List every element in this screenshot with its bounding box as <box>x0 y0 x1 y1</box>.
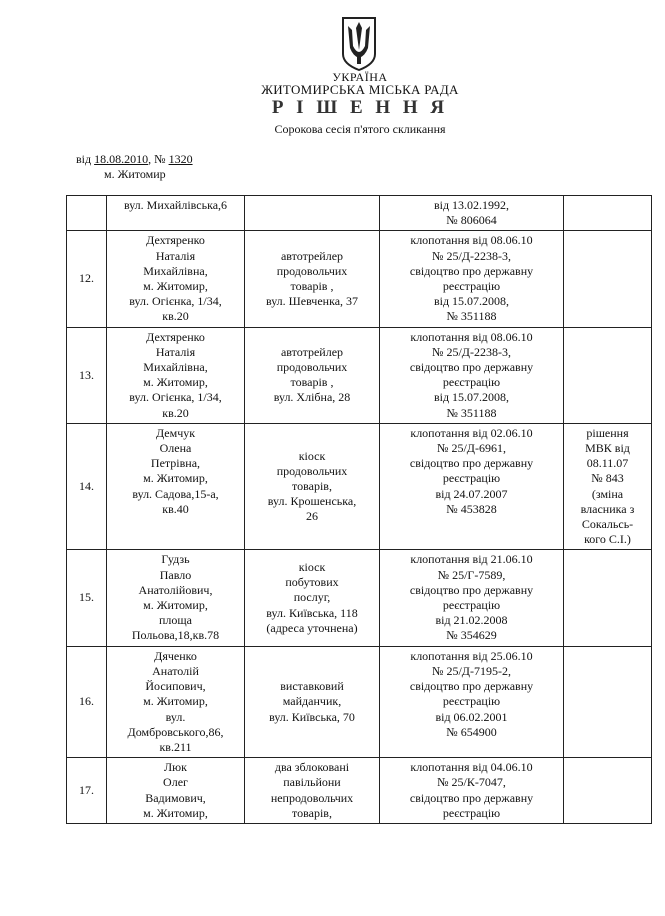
basis-line: реєстрацію <box>442 471 501 486</box>
holder-line: Люк <box>164 760 187 775</box>
object-line: 26 <box>306 509 318 524</box>
date-prefix: від <box>76 152 92 166</box>
note-cell <box>564 550 652 646</box>
holder-line: Гудзь <box>161 552 190 567</box>
holder-line: Дехтяренко <box>146 233 205 248</box>
note-cell <box>564 196 652 231</box>
basis-line: від 15.07.2008, <box>433 294 510 309</box>
basis-line: № 25/Д-6961, <box>437 441 506 456</box>
object-line: вул. Київська, 118 <box>266 605 358 620</box>
basis-line: клопотання від 21.06.10 <box>410 552 533 567</box>
note-cell <box>564 423 652 550</box>
holder-line: Наталія <box>155 248 196 263</box>
decision-title: Р І Ш Е Н Н Я <box>271 97 449 118</box>
object-line: побутових <box>285 575 339 590</box>
holder-line: Вадимович, <box>145 790 206 805</box>
object-line: послуг, <box>293 590 331 605</box>
object-cell <box>245 327 380 423</box>
note-line: № 843 <box>591 471 624 486</box>
note-line: кого С.І.) <box>584 532 631 547</box>
object-line: товарів , <box>290 375 334 390</box>
holder-line: Олег <box>163 775 188 790</box>
object-line: товарів , <box>290 279 334 294</box>
row-number: 17. <box>67 758 107 824</box>
object-line: вул. Хлібна, 28 <box>273 390 351 405</box>
city-name: м. Житомир <box>104 167 166 181</box>
holder-line: Дехтяренко <box>146 329 205 344</box>
country-title: УКРАЇНА <box>332 70 388 84</box>
holder-line: Наталія <box>155 344 196 359</box>
holder-line: кв.20 <box>162 309 189 324</box>
holder-line: вул. <box>165 709 186 724</box>
basis-line: № 351188 <box>446 309 497 324</box>
basis-line: від 06.02.2001 <box>435 709 508 724</box>
basis-line: свідоцтво про державну <box>409 790 534 805</box>
note-cell <box>564 327 652 423</box>
basis-line: від 21.02.2008 <box>435 613 508 628</box>
basis-line: № 25/Д-7195-2, <box>432 663 511 678</box>
table-row <box>67 550 652 646</box>
basis-line: № 25/Д-2238-3, <box>432 248 511 263</box>
object-line: (адреса уточнена) <box>266 620 358 635</box>
object-line: продовольчих <box>276 360 348 375</box>
basis-cell <box>380 231 564 327</box>
object-line: кіоск <box>298 560 326 575</box>
basis-line: № 654900 <box>446 724 497 739</box>
holder-line: Павло <box>159 567 192 582</box>
table-row <box>67 231 652 327</box>
holder-line: вул. Михайлівська,6 <box>123 198 228 212</box>
basis-line: № 25/К-7047, <box>437 775 506 790</box>
holder-line: Михайлівна, <box>143 263 208 278</box>
note-line: МВК від <box>585 441 630 456</box>
basis-cell <box>380 196 564 231</box>
holder-line: Михайлівна, <box>143 360 208 375</box>
holder-line: Анатолій <box>152 663 199 678</box>
objects-table-body <box>67 196 652 824</box>
holder-cell <box>107 231 245 327</box>
object-line: вул. Київська, 70 <box>269 709 355 724</box>
basis-cell <box>380 423 564 550</box>
basis-cell <box>380 327 564 423</box>
holder-line: м. Житомир, <box>143 805 208 820</box>
object-cell <box>245 423 380 550</box>
basis-line: від 13.02.1992, <box>433 198 510 212</box>
decision-number: 1320 <box>168 152 193 166</box>
holder-line: вул. Садова,15-а, <box>132 486 219 501</box>
holder-line: Йосипович, <box>145 679 206 694</box>
row-number: 13. <box>67 327 107 423</box>
object-line: два зблоковані <box>274 760 350 775</box>
basis-line: реєстрацію <box>442 279 501 294</box>
row-number: 15. <box>67 550 107 646</box>
holder-line: площа <box>159 613 192 628</box>
object-line: виставковий <box>280 679 344 694</box>
object-line: вул. Шевченка, 37 <box>265 294 359 309</box>
basis-line: № 351188 <box>446 405 497 420</box>
object-cell <box>245 646 380 757</box>
row-number <box>67 196 107 231</box>
note-cell <box>564 231 652 327</box>
holder-line: м. Житомир, <box>143 471 208 486</box>
object-line: павільйони <box>283 775 341 790</box>
object-cell <box>245 196 380 231</box>
holder-cell <box>107 758 245 824</box>
coat-of-arms-icon <box>339 14 379 72</box>
row-number: 16. <box>67 646 107 757</box>
holder-cell <box>107 550 245 646</box>
holder-line: м. Житомир, <box>143 598 208 613</box>
basis-line: клопотання від 02.06.10 <box>410 425 533 440</box>
basis-line: реєстрацію <box>442 805 501 820</box>
basis-line: клопотання від 25.06.10 <box>410 648 533 663</box>
basis-line: реєстрацію <box>442 375 501 390</box>
holder-cell <box>107 327 245 423</box>
table-row <box>67 327 652 423</box>
object-cell <box>245 550 380 646</box>
row-number: 14. <box>67 423 107 550</box>
basis-line: реєстрацію <box>442 598 501 613</box>
council-title: ЖИТОМИРСЬКА МІСЬКА РАДА <box>261 82 459 97</box>
basis-line: № 354629 <box>446 628 497 643</box>
holder-line: вул. Огієнка, 1/34, <box>129 294 222 309</box>
table-row <box>67 196 652 231</box>
basis-line: № 25/Г-7589, <box>437 567 506 582</box>
basis-line: № 25/Д-2238-3, <box>432 344 511 359</box>
holder-line: вул. Огієнка, 1/34, <box>129 390 222 405</box>
holder-line: кв.20 <box>162 405 189 420</box>
table-row <box>67 646 652 757</box>
row-number: 12. <box>67 231 107 327</box>
note-line: 08.11.07 <box>586 456 629 471</box>
note-cell <box>564 646 652 757</box>
table-row <box>67 758 652 824</box>
basis-line: від 24.07.2007 <box>435 486 508 501</box>
object-line: продовольчих <box>276 263 348 278</box>
note-line: Сокальсь- <box>581 517 634 532</box>
holder-line: Анатолійович, <box>138 582 213 597</box>
basis-line: свідоцтво про державну <box>409 456 534 471</box>
basis-line: реєстрацію <box>442 694 501 709</box>
basis-line: клопотання від 08.06.10 <box>410 233 533 248</box>
holder-line: Дяченко <box>154 648 197 663</box>
session-title: Сорокова сесія п'ятого скликання <box>274 122 446 136</box>
basis-line: № 453828 <box>446 501 497 516</box>
basis-cell <box>380 646 564 757</box>
decision-dateline: від 18.08.2010, № 1320 <box>76 152 193 166</box>
basis-line: свідоцтво про державну <box>409 360 534 375</box>
basis-line: клопотання від 08.06.10 <box>410 329 533 344</box>
basis-cell <box>380 758 564 824</box>
basis-line: свідоцтво про державну <box>409 582 534 597</box>
object-line: продовольчих <box>276 463 348 478</box>
object-line: непродовольчих <box>270 790 354 805</box>
basis-line: клопотання від 04.06.10 <box>410 760 533 775</box>
basis-line: № 806064 <box>446 213 497 228</box>
object-line: автотрейлер <box>280 248 344 263</box>
basis-line: від 15.07.2008, <box>433 390 510 405</box>
holder-line: кв.211 <box>159 739 192 754</box>
number-label: № <box>154 152 166 166</box>
holder-line: Петрівна, <box>150 456 201 471</box>
holder-cell <box>107 196 245 231</box>
basis-line: свідоцтво про державну <box>409 263 534 278</box>
object-line: автотрейлер <box>280 344 344 359</box>
note-line: (зміна <box>591 486 624 501</box>
holder-line: м. Житомир, <box>143 375 208 390</box>
object-line: товарів, <box>292 479 332 494</box>
object-line: майданчик, <box>282 694 342 709</box>
holder-line: Домбровського,86, <box>127 724 224 739</box>
basis-line: свідоцтво про державну <box>409 679 534 694</box>
holder-line: м. Житомир, <box>143 694 208 709</box>
table-row <box>67 423 652 550</box>
holder-line: м. Житомир, <box>143 279 208 294</box>
holder-line: кв.40 <box>162 501 189 516</box>
note-cell <box>564 758 652 824</box>
holder-line: Демчук <box>155 425 196 440</box>
note-line: власника з <box>580 501 635 516</box>
holder-cell <box>107 423 245 550</box>
object-cell <box>245 231 380 327</box>
note-line: рішення <box>586 425 629 440</box>
object-line: вул. Крошенська, <box>267 494 357 509</box>
holder-line: Польова,18,кв.78 <box>131 628 220 643</box>
holder-line: Олена <box>159 441 192 456</box>
object-line: товарів, <box>292 805 332 820</box>
object-line: кіоск <box>298 448 326 463</box>
basis-cell <box>380 550 564 646</box>
holder-cell <box>107 646 245 757</box>
objects-table <box>66 195 652 824</box>
decision-date: 18.08.2010 <box>94 152 149 166</box>
object-cell <box>245 758 380 824</box>
